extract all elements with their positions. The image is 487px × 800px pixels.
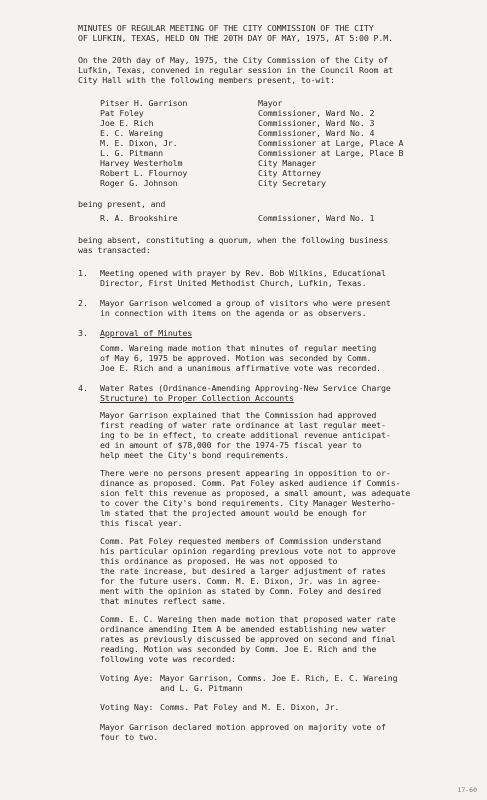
item-4-p3-line: the rate increase, but desired a larger adjustment of rates xyxy=(100,566,386,576)
member-title: Commissioner, Ward No. 3 xyxy=(258,118,375,128)
item-4-closing-line-2: four to two. xyxy=(100,732,159,742)
voting-aye-line-1: Mayor Garrison, Comms. Joe E. Rich, E. C. Wareing xyxy=(160,673,398,683)
member-name: Pitser H. Garrison xyxy=(100,98,188,108)
item-number: 1. xyxy=(78,268,88,278)
item-3-line-1: Comm. Wareing made motion that minutes of regular meeting xyxy=(100,343,377,353)
member-title: Commissioner, Ward No. 4 xyxy=(258,128,375,138)
member-name: Joe E. Rich xyxy=(100,118,154,128)
voting-aye-line-2: and L. G. Pitmann xyxy=(160,683,243,693)
voting-nay-label: Voting Nay: xyxy=(100,702,154,712)
item-4-p4-line: following vote was recorded: xyxy=(100,654,236,664)
item-number: 4. xyxy=(78,383,88,393)
member-title: City Manager xyxy=(258,158,317,168)
member-title: City Secretary xyxy=(258,178,326,188)
item-4-p3-line: Comm. Pat Foley requested members of Commission understand xyxy=(100,536,382,546)
item-4-p2-line: lm stated that the projected amount would be enough for xyxy=(100,508,367,518)
item-1-line-2: Director, First United Methodist Church, Lufkin, Texas. xyxy=(100,278,367,288)
item-1-line-1: Meeting opened with prayer by Rev. Bob Wilkins, Educational xyxy=(100,268,386,278)
item-4-p1-line: Mayor Garrison explained that the Commission had approved xyxy=(100,410,377,420)
absent-member-title: Commissioner, Ward No. 1 xyxy=(258,213,375,223)
item-4-p1-line: help meet the City's bond requirements. xyxy=(100,450,289,460)
item-4-p3-line: this ordinance as proposed. He was not opposed to xyxy=(100,556,338,566)
member-title: Commissioner at Large, Place B xyxy=(258,148,404,158)
member-name: L. G. Pitmann xyxy=(100,148,163,158)
member-title: Commissioner, Ward No. 2 xyxy=(258,108,375,118)
header-line-1: MINUTES OF REGULAR MEETING OF THE CITY COMMISSION OF THE CITY xyxy=(78,23,374,33)
item-2-line-2: in connection with items on the agenda or as observers. xyxy=(100,308,367,318)
quorum-line-2: was transacted: xyxy=(78,245,151,255)
member-name: Robert L. Flournoy xyxy=(100,168,188,178)
item-4-p4-line: reading. Motion was seconded by Comm. Joe E. Rich and the xyxy=(100,644,377,654)
opening-line-3: City Hall with the following members present, to-wit: xyxy=(78,75,335,85)
item-3-line-3: Joe E. Rich and a unanimous affirmative vote was recorded. xyxy=(100,363,382,373)
member-title: City Attorney xyxy=(258,168,321,178)
item-4-p3-line: that minutes reflect same. xyxy=(100,596,226,606)
item-4-p3-line: ment with the opinion as stated by Comm. Foley and desired xyxy=(100,586,382,596)
item-4-heading-line-1: Water Rates (Ordinance-Amending Approving-New Service Charge xyxy=(100,383,391,393)
item-4-p1-line: ing to be in effect, to create additional revenue anticipat- xyxy=(100,430,391,440)
item-4-p2-line: There were no persons present appearing in opposition to or- xyxy=(100,468,391,478)
item-4-heading-line-2: Structure) to Proper Collection Accounts xyxy=(100,393,294,403)
item-4-p1-line: first reading of water rate ordinance at last regular meet- xyxy=(100,420,386,430)
absent-member-name: R. A. Brookshire xyxy=(100,213,178,223)
item-4-p3-line: his particular opinion regarding previous vote not to approve xyxy=(100,546,396,556)
item-number: 2. xyxy=(78,298,88,308)
voting-aye-label: Voting Aye: xyxy=(100,673,154,683)
item-4-p2-line: sion felt this revenue as proposed, a small amount, was adequate xyxy=(100,488,411,498)
item-4-p4-line: Comm. E. C. Wareing then made motion that proposed water rate xyxy=(100,614,396,624)
member-name: Harvey Westerholm xyxy=(100,158,183,168)
member-title: Mayor xyxy=(258,98,283,108)
member-name: Pat Foley xyxy=(100,108,144,118)
item-3-line-2: of May 6, 1975 be approved. Motion was seconded by Comm. xyxy=(100,353,372,363)
absent-intro: being present, and xyxy=(78,199,166,209)
item-4-p2-line: this fiscal year. xyxy=(100,518,183,528)
quorum-line-1: being absent, constituting a quorum, when the following business xyxy=(78,235,389,245)
opening-line-2: Lufkin, Texas, convened in regular session in the Council Room at xyxy=(78,65,393,75)
opening-line-1: On the 20th day of May, 1975, the City Commission of the City of xyxy=(78,55,389,65)
member-name: Roger G. Johnson xyxy=(100,178,178,188)
member-name: E. C. Wareing xyxy=(100,128,163,138)
item-4-p4-line: ordinance amending Item A be amended establishing new water xyxy=(100,624,386,634)
item-number: 3. xyxy=(78,328,88,338)
item-4-p1-line: ed in amount of $78,000 for the 1974-75 fiscal year to xyxy=(100,440,362,450)
member-title: Commissioner at Large, Place A xyxy=(258,138,404,148)
item-2-line-1: Mayor Garrison welcomed a group of visitors who were present xyxy=(100,298,391,308)
item-4-p2-line: dinance as proposed. Comm. Pat Foley asked audience if Commis- xyxy=(100,478,401,488)
item-3-heading: Approval of Minutes xyxy=(100,328,193,338)
item-4-p3-line: for the future users. Comm. M. E. Dixon, Jr. was in agree- xyxy=(100,576,382,586)
voting-nay-line-1: Comms. Pat Foley and M. E. Dixon, Jr. xyxy=(160,702,340,712)
member-name: M. E. Dixon, Jr. xyxy=(100,138,178,148)
item-4-p2-line: to cover the City's bond requirements. City Manager Westerho- xyxy=(100,498,396,508)
header-line-2: OF LUFKIN, TEXAS, HELD ON THE 20TH DAY OF MAY, 1975, AT 5:00 P.M. xyxy=(78,33,393,43)
page-code: 17-60 xyxy=(457,786,477,794)
item-4-p4-line: rates as previously discussed be approved on second and final xyxy=(100,634,396,644)
item-4-closing-line-1: Mayor Garrison declared motion approved on majority vote of xyxy=(100,722,386,732)
